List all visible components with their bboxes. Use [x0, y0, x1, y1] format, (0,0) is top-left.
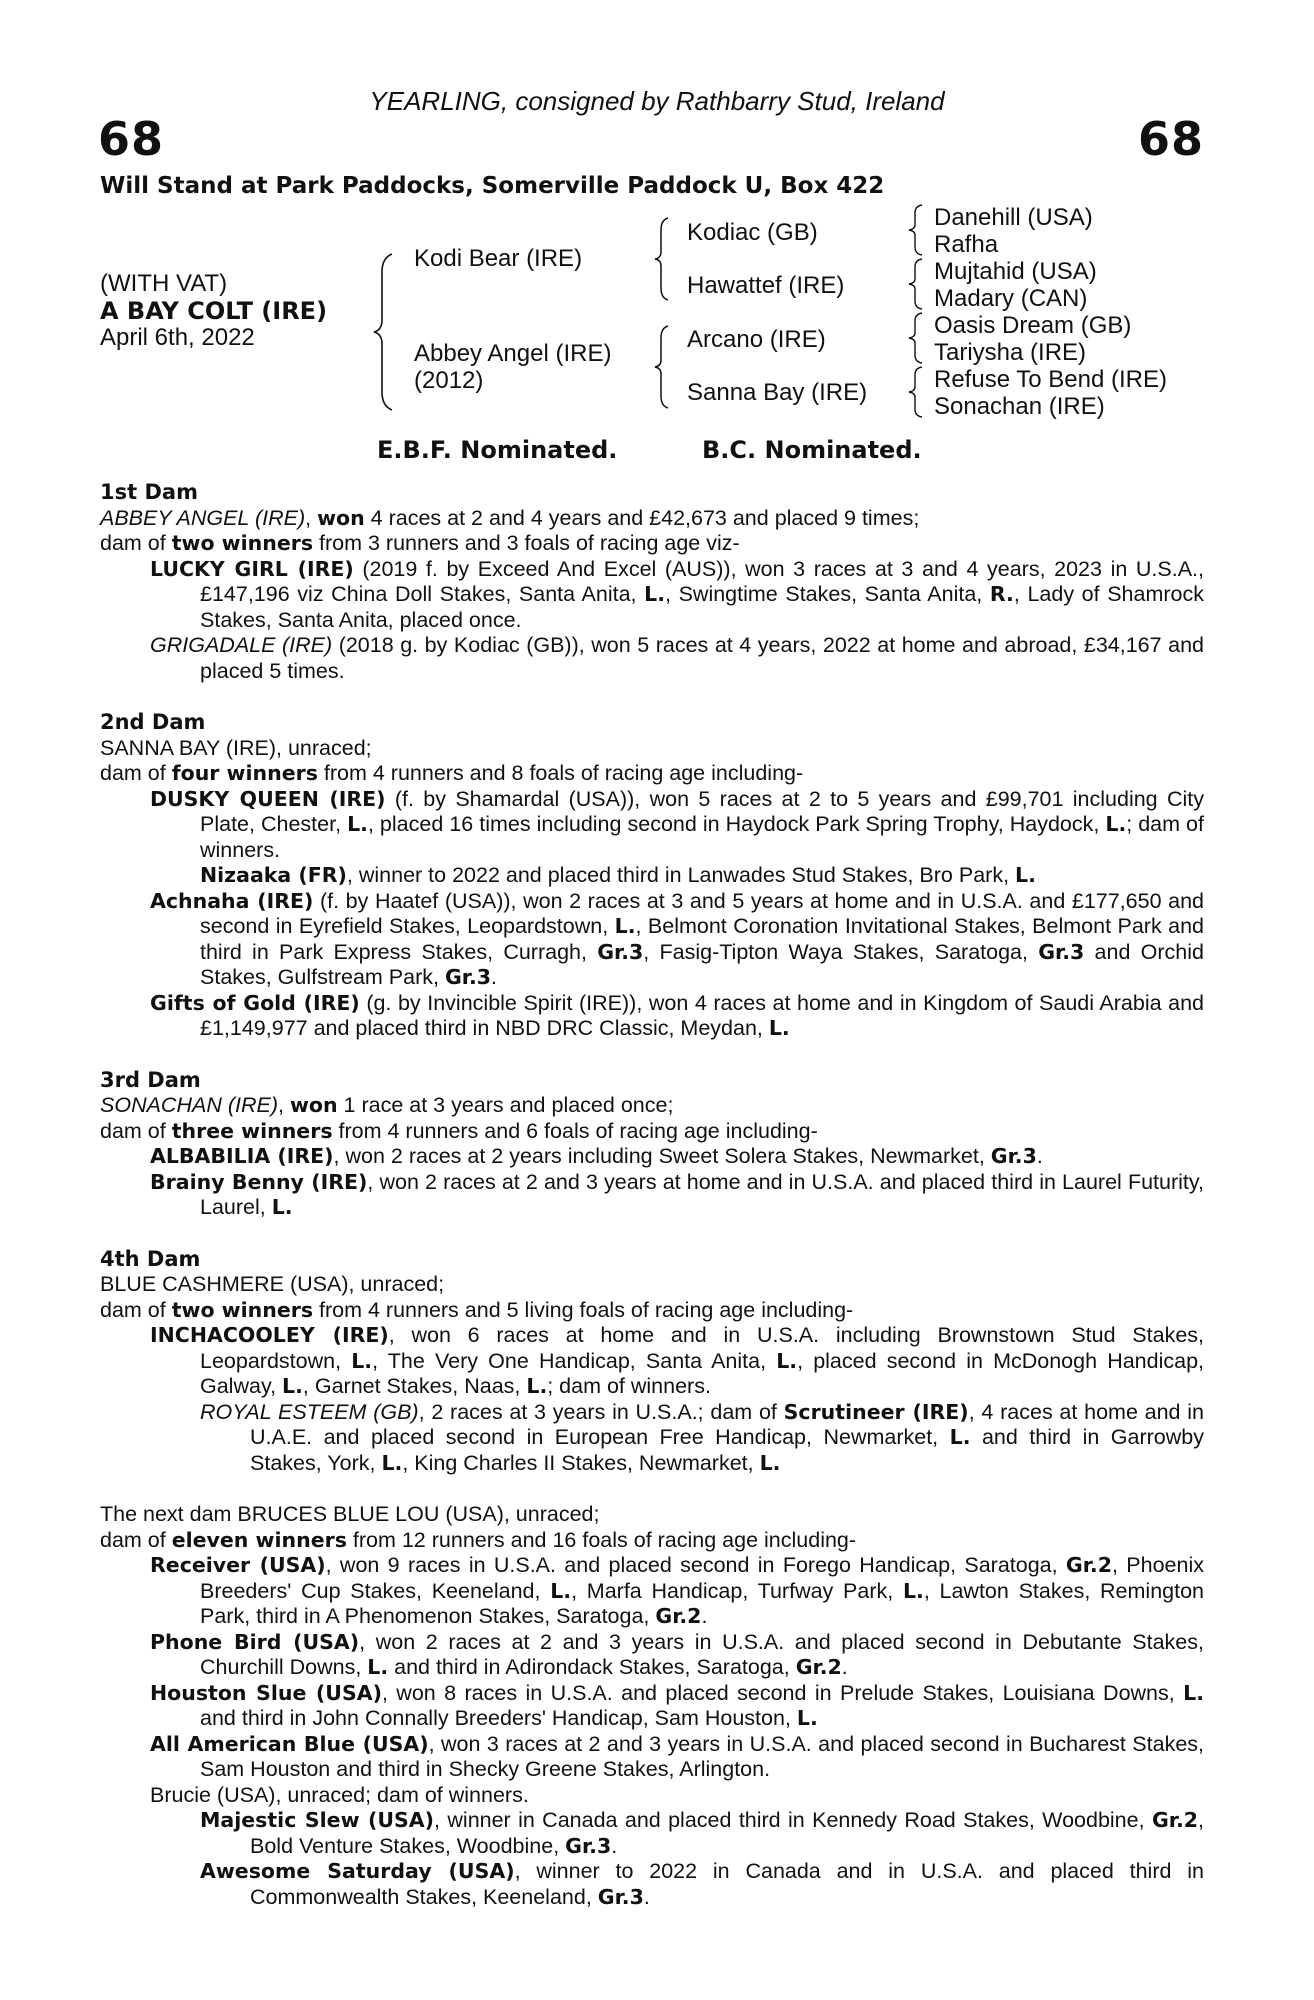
section-heading: 4th Dam: [100, 1246, 201, 1271]
progeny-entry: ROYAL ESTEEM (GB), 2 races at 3 years in U.S.A.; dam of Scrutineer (IRE), 4 races at home and in U.A.E. and placed second in European Free Handicap, Newmarket, L. and third in Garrowby Stakes, York, L., King Charles II Stakes, Newmarket, L.: [200, 1399, 1204, 1475]
horse-name: A BAY COLT (IRE): [100, 297, 328, 325]
progeny-entry: DUSKY QUEEN (IRE) (f. by Shamardal (USA)), won 5 races at 2 to 5 years and £99,701 including City Plate, Chester, L., placed 16 times including second in Haydock Park Spring Trophy, Haydock, L.; dam of winners.: [150, 786, 1204, 862]
gen3-dds: Refuse To Bend (IRE): [934, 366, 1168, 393]
pedigree-brace-sire: [652, 216, 672, 302]
pedigree-brace-gen3-1: [907, 203, 925, 257]
pedigree-brace-gen3-4: [907, 365, 925, 419]
pedigree-brace-main: [370, 252, 396, 412]
produce-summary: dam of three winners from 4 runners and 6 foals of racing age including-: [100, 1118, 818, 1143]
progeny-entry: Brainy Benny (IRE), won 2 races at 2 and 3 years at home and in U.S.A. and placed third in Laurel Futurity, Laurel, L.: [150, 1169, 1205, 1219]
dam-record: ABBEY ANGEL (IRE), won 4 races at 2 and 4 years and £42,673 and placed 9 times;: [100, 505, 920, 530]
progeny-entry: Gifts of Gold (IRE) (g. by Invincible Spirit (IRE)), won 4 races at home and in Kingdom of Saudi Arabia and £1,149,977 and placed third in NBD DRC Classic, Meydan, L.: [150, 990, 1205, 1040]
stabling-info: Will Stand at Park Paddocks, Somerville Paddock U, Box 422: [100, 173, 885, 199]
produce-summary: dam of two winners from 3 runners and 3 foals of racing age viz-: [100, 531, 740, 555]
bc-nomination: B.C. Nominated.: [702, 436, 922, 464]
produce-summary: dam of eleven winners from 12 runners and 16 foals of racing age including-: [100, 1527, 857, 1552]
progeny-entry: Awesome Saturday (USA), winner to 2022 in Canada and in U.S.A. and placed third in Commonwealth Stakes, Keeneland, Gr.3.: [200, 1859, 1204, 1909]
dam-record: SONACHAN (IRE), won 1 race at 3 years and placed once;: [100, 1093, 674, 1117]
gen3-sss: Danehill (USA): [934, 204, 1093, 231]
dam-record: The next dam BRUCES BLUE LOU (USA), unraced;: [100, 1502, 600, 1526]
gen3-dsd: Tariysha (IRE): [934, 339, 1087, 366]
sub-dam-record: Brucie (USA), unraced; dam of winners.: [150, 1782, 529, 1807]
lot-number-right: 68: [1137, 112, 1204, 166]
catalogue-body: [100, 480, 1204, 1910]
section-heading: 3rd Dam: [100, 1067, 201, 1092]
progeny-entry: GRIGADALE (IRE) (2018 g. by Kodiac (GB)), won 5 races at 4 years, 2022 at home and abroad, £34,167 and placed 5 times.: [150, 633, 1204, 683]
sire-sire: Kodiac (GB): [687, 219, 818, 246]
progeny-entry: Houston Slue (USA), won 8 races in U.S.A. and placed second in Prelude Stakes, Louisiana Downs, L. and third in John Connally Breeders' Handicap, Sam Houston, L.: [150, 1680, 1204, 1730]
third-dam-section: [100, 1068, 1204, 1221]
first-dam-section: [100, 480, 1204, 684]
produce-summary: dam of two winners from 4 runners and 5 living foals of racing age including-: [100, 1297, 854, 1322]
second-dam-section: [100, 710, 1204, 1042]
pedigree-brace-dam: [652, 324, 672, 410]
consignment-line: YEARLING, consigned by Rathbarry Stud, Ireland: [369, 86, 945, 116]
pedigree-brace-gen3-3: [907, 311, 925, 365]
gen3-dss: Oasis Dream (GB): [934, 312, 1132, 339]
progeny-entry: Phone Bird (USA), won 2 races at 2 and 3 years in U.S.A. and placed second in Debutante Stakes, Churchill Downs, L. and third in Adirondack Stakes, Saratoga, Gr.2.: [150, 1629, 1204, 1679]
gen3-ssd: Rafha: [934, 231, 999, 258]
section-heading: 1st Dam: [100, 480, 198, 504]
progeny-entry: INCHACOOLEY (IRE), won 6 races at home and in U.S.A. including Brownstown Stud Stakes, Leopardstown, L., The Very One Handicap, Santa Anita, L., placed second in McDonogh Handicap, Galway, L., Garnet Stakes, Naas, L.; dam of winners.: [150, 1323, 1205, 1398]
fourth-dam-section: [100, 1247, 1204, 1477]
produce-summary: dam of four winners from 4 runners and 8 foals of racing age including-: [100, 761, 804, 785]
progeny-entry: Receiver (USA), won 9 races in U.S.A. and placed second in Forego Handicap, Saratoga, Gr.2, Phoenix Breeders' Cup Stakes, Keeneland, L., Marfa Handicap, Turfway Park, L., Lawton Stakes, Remington Park, third in A Phenomenon Stakes, Saratoga, Gr.2.: [150, 1553, 1204, 1628]
dam-name: Abbey Angel (IRE): [414, 340, 612, 367]
dam-dam: Sanna Bay (IRE): [687, 379, 868, 406]
progeny-entry: Achnaha (IRE) (f. by Haatef (USA)), won 2 races at 3 and 5 years at home and in U.S.A. and £177,650 and second in Eyrefield Stakes, Leopardstown, L., Belmont Coronation Invitational Stakes, Belmont Park and third in Park Express Stakes, Curragh, Gr.3, Fasig-Tipton Waya Stakes, Saratoga, Gr.3 and Orchid Stakes, Gulfstream Park, Gr.3.: [150, 888, 1205, 989]
dam-year: (2012): [414, 367, 484, 394]
progeny-entry: Majestic Slew (USA), winner in Canada and placed third in Kennedy Road Stakes, Woodbine, Gr.2, Bold Venture Stakes, Woodbine, Gr.3.: [200, 1808, 1204, 1858]
progeny-entry: ALBABILIA (IRE), won 2 races at 2 years including Sweet Solera Stakes, Newmarket, Gr.3.: [150, 1144, 1043, 1168]
progeny-entry: LUCKY GIRL (IRE) (2019 f. by Exceed And Excel (AUS)), won 3 races at 3 and 4 years, 2023 in U.S.A., £147,196 viz China Doll Stakes, Santa Anita, L., Swingtime Stakes, Santa Anita, R., Lady of Shamrock Stakes, Santa Anita, placed once.: [150, 556, 1205, 632]
next-dam-section: [100, 1502, 1204, 1910]
vat-note: (WITH VAT): [100, 270, 228, 297]
progeny-entry: Nizaaka (FR), winner to 2022 and placed third in Lanwades Stud Stakes, Bro Park, L.: [200, 863, 1036, 887]
ebf-nomination: E.B.F. Nominated.: [377, 436, 618, 464]
gen3-sdd: Madary (CAN): [934, 285, 1088, 312]
dam-record: BLUE CASHMERE (USA), unraced;: [100, 1272, 445, 1296]
progeny-entry: All American Blue (USA), won 3 races at 2 and 3 years in U.S.A. and placed second in Bucharest Stakes, Sam Houston and third in Shecky Greene Stakes, Arlington.: [150, 1731, 1205, 1781]
dam-sire: Arcano (IRE): [687, 326, 826, 353]
lot-number-left: 68: [98, 112, 165, 166]
pedigree-brace-gen3-2: [907, 257, 925, 311]
gen3-sds: Mujtahid (USA): [934, 258, 1097, 285]
sire: Kodi Bear (IRE): [414, 245, 583, 272]
foaling-date: April 6th, 2022: [100, 324, 255, 351]
section-heading: 2nd Dam: [100, 710, 206, 734]
gen3-ddd: Sonachan (IRE): [934, 393, 1105, 420]
dam-record: SANNA BAY (IRE), unraced;: [100, 735, 372, 760]
sire-dam: Hawattef (IRE): [687, 272, 845, 299]
